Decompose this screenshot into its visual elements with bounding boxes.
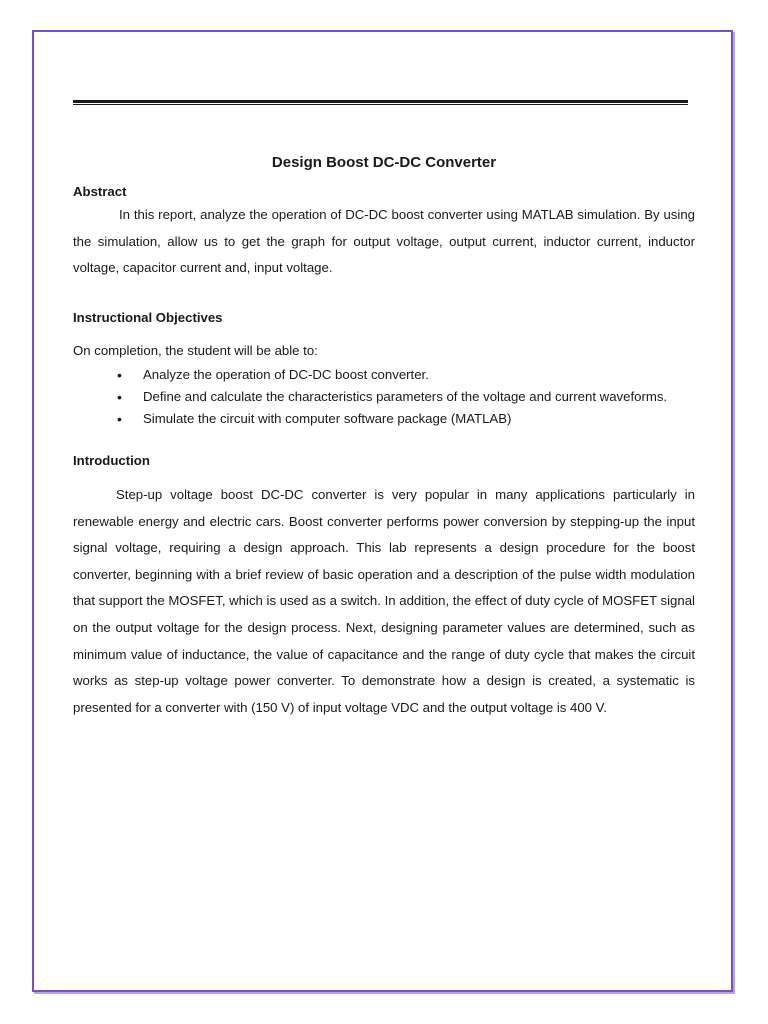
bullet-icon: •	[117, 367, 122, 384]
bullet-icon: •	[117, 411, 122, 428]
introduction-text: Step-up voltage boost DC-DC converter is very popular in many applications particularly in renewable energy and electric cars. Boost converter performs power conversion by stepping-up the input signal voltage, requiring a design approach. This lab represents a design procedure for the boost converter, beginning with a brief review of basic operation and a description of the pulse width modulation that support the MOSFET, which is used as a switch. In addition, the effect of duty cycle of MOSFET signal on the output voltage for the design process. Next, designing parameter values are determined, such as minimum value of inductance, the value of capacitance and the range of duty cycle that makes the circuit works as step-up voltage power converter. To demonstrate how a design is created, a systematic is presented for a converter with (150 V) of input voltage VDC and the output voltage is 400 V.	[73, 487, 695, 715]
bullet-icon: •	[117, 389, 122, 406]
list-item: • Define and calculate the characteristics parameters of the voltage and current waveforms.	[117, 389, 668, 406]
abstract-heading: Abstract	[73, 184, 127, 199]
objectives-heading: Instructional Objectives	[73, 310, 223, 326]
document-body	[73, 150, 695, 721]
document-title: Design Boost DC-DC Converter	[271, 154, 497, 171]
objectives-intro: On completion, the student will be able to:	[73, 343, 318, 359]
list-item: • Analyze the operation of DC-DC boost converter.	[117, 367, 429, 384]
abstract-text: In this report, analyze the operation of DC-DC boost converter using MATLAB simulation. By using the simulation, allow us to get the graph for output voltage, output current, inductor current, inductor voltage, capacitor current and, input voltage.	[73, 207, 695, 276]
list-item: • Simulate the circuit with computer software package (MATLAB)	[117, 411, 512, 428]
objectives-list	[73, 365, 695, 429]
header-rule	[73, 100, 688, 105]
introduction-heading: Introduction	[73, 453, 150, 469]
